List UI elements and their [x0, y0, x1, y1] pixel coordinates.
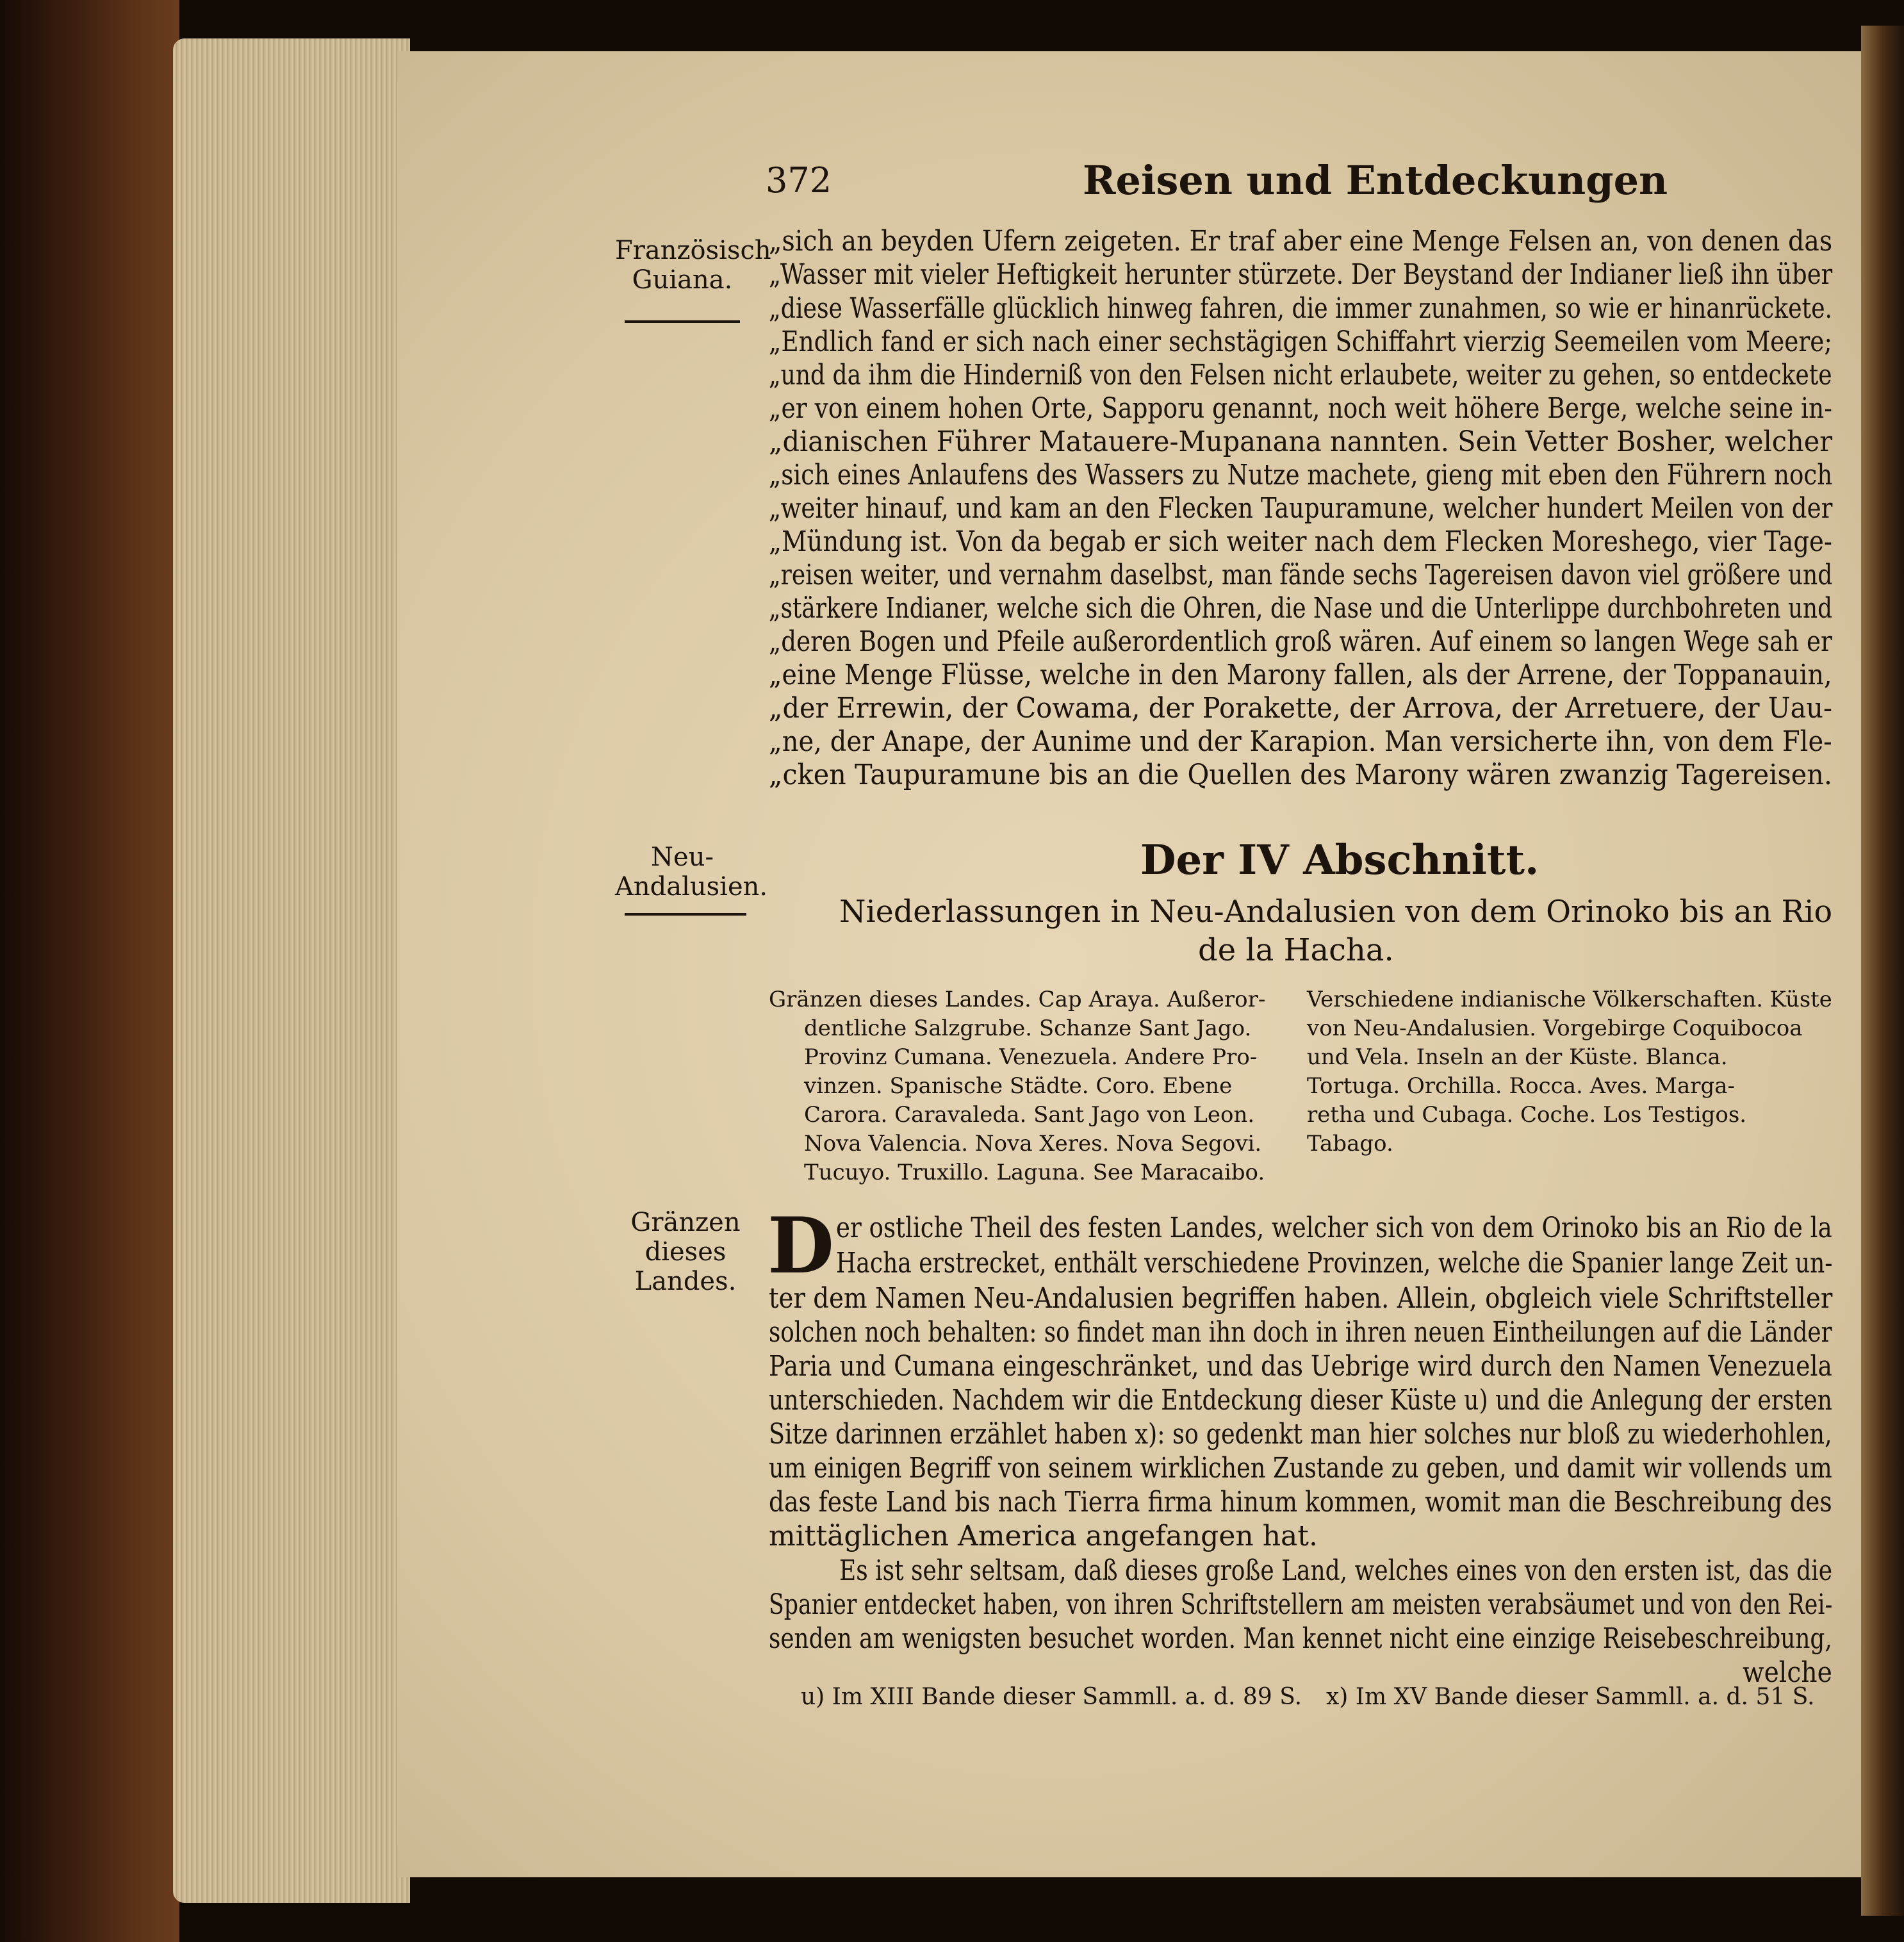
summary-line: Nova Valencia. Nova Xeres. Nova Segovi. [804, 1131, 1262, 1156]
text-line: das feste Land bis nach Tierra firma hinum kommen, womit man die Beschreibung des [769, 1486, 1832, 1518]
text-line: Es ist sehr seltsam, daß dieses große Land, welches eines von den ersten ist, das die [839, 1554, 1832, 1587]
margin-rule [625, 913, 746, 916]
text-line: senden am wenigsten besuchet worden. Man kennet nicht eine einzige Reisebeschreibung, [769, 1622, 1832, 1655]
footnote-x: x) Im XV Bande dieser Sammll. a. d. 51 S. [1326, 1684, 1815, 1710]
summary-line: dentliche Salzgrube. Schanze Sant Jago. [804, 1016, 1252, 1041]
text-line: er ostliche Theil des festen Landes, welcher sich von dem Orinoko bis an Rio de la [836, 1212, 1832, 1244]
text-line: solchen noch behalten: so findet man ihn doch in ihren neuen Eintheilungen auf die Länder [769, 1316, 1832, 1349]
text-line: „dianischen Führer Matauere-Mupanana nannten. Sein Vetter Bosher, welcher [769, 425, 1833, 458]
text-line: „eine Menge Flüsse, welche in den Marony fallen, als der Arrene, der Toppanauin, [769, 659, 1832, 691]
margin-rule [625, 320, 740, 323]
text-line: Paria und Cumana eingeschränket, und das Uebrige wird durch den Namen Venezuela [769, 1350, 1832, 1383]
drop-cap: D [767, 1201, 835, 1291]
section-subtitle: de la Hacha. [1198, 932, 1394, 968]
summary-line: Provinz Cumana. Venezuela. Andere Pro- [804, 1044, 1258, 1070]
margin-note-neu-andalusien: Neu-Andalusien. [615, 843, 768, 901]
text-line: um einigen Begriff von seinem wirklichen Zustande zu geben, und damit wir vollends um [769, 1452, 1832, 1485]
text-line: „cken Taupuramune bis an die Quellen des Marony wären zwanzig Tagereisen. [769, 759, 1833, 791]
running-head: Reisen und Entdeckungen [1083, 157, 1668, 204]
page-edges [173, 38, 410, 1903]
text-line: „diese Wasserfälle glücklich hinweg fahren, die immer zunahmen, so wie er hinanrückete. [769, 292, 1833, 325]
text-line: „ne, der Anape, der Aunime und der Karapion. Man versicherte ihn, von dem Fle- [769, 725, 1832, 758]
summary-line: vinzen. Spanische Städte. Coro. Ebene [804, 1073, 1233, 1099]
summary-line: Tucuyo. Truxillo. Laguna. See Maracaibo. [804, 1160, 1265, 1185]
text-line: „reisen weiter, und vernahm daselbst, man fände sechs Tagereisen davon viel größere und [769, 559, 1833, 591]
text-line: Spanier entdecket haben, von ihren Schriftstellern am meisten verabsäumet und von den Rei- [769, 1588, 1833, 1621]
section-subtitle: Niederlassungen in Neu-Andalusien von dem Orinoko bis an Rio [839, 894, 1833, 930]
summary-line: Verschiedene indianische Völkerschaften. Küste [1307, 987, 1832, 1012]
text-line: „weiter hinauf, und kam an den Flecken Taupuramune, welcher hundert Meilen von der [769, 492, 1833, 525]
text-line: Hacha erstrecket, enthält verschiedene Provinzen, welche die Spanier lange Zeit un- [836, 1247, 1833, 1280]
page-number: 372 [766, 160, 832, 201]
summary-line: Carora. Caravaleda. Sant Jago von Leon. [804, 1102, 1255, 1128]
text-line: mittäglichen America angefangen hat. [769, 1520, 1318, 1552]
summary-line: retha und Cubaga. Coche. Los Testigos. [1307, 1102, 1747, 1128]
book-cover-edge [0, 0, 179, 1942]
text-line: „und da ihm die Hinderniß von den Felsen nicht erlaubete, weiter zu gehen, so entdeckete [769, 359, 1832, 391]
text-line: Sitze darinnen erzählet haben x): so gedenkt man hier solches nur bloß zu wiederhohlen, [769, 1418, 1832, 1451]
summary-line: Tabago. [1307, 1131, 1393, 1156]
text-line: ter dem Namen Neu-Andalusien begriffen haben. Allein, obgleich viele Schriftsteller [769, 1282, 1833, 1315]
summary-line: und Vela. Inseln an der Küste. Blanca. [1307, 1044, 1728, 1070]
catchword: welche [1743, 1656, 1832, 1689]
text-line: „der Errewin, der Cowama, der Porakette, der Arrova, der Arretuere, der Uau- [769, 692, 1832, 725]
text-line: „deren Bogen und Pfeile außerordentlich groß wären. Auf einem so langen Wege sah er [769, 625, 1832, 658]
text-line: „Endlich fand er sich nach einer sechstägigen Schiffahrt vierzig Seemeilen vom Meere; [769, 325, 1832, 358]
summary-line: Gränzen dieses Landes. Cap Araya. Außeror- [769, 987, 1266, 1012]
summary-line: Tortuga. Orchilla. Rocca. Aves. Marga- [1307, 1073, 1736, 1099]
margin-note-guiana: Französisch Guiana. [615, 236, 771, 295]
text-line: unterschieden. Nachdem wir die Entdeckung dieser Küste u) und die Anlegung der ersten [769, 1384, 1832, 1417]
section-heading: Der IV Abschnitt. [1140, 836, 1539, 884]
margin-note-graenzen: Gränzen dieses Landes. [630, 1208, 741, 1296]
text-line: „sich an beyden Ufern zeigeten. Er traf aber eine Menge Felsen an, von denen das [769, 225, 1833, 258]
text-line: „Mündung ist. Von da begab er sich weiter nach dem Flecken Moreshego, vier Tage- [769, 525, 1832, 558]
text-line: „Wasser mit vieler Heftigkeit herunter stürzete. Der Beystand der Indianer ließ ihn über [769, 258, 1833, 291]
page-gutter [1861, 26, 1904, 1916]
footnote-u: u) Im XIII Bande dieser Sammll. a. d. 89 S. [801, 1684, 1302, 1710]
text-line: „stärkere Indianer, welche sich die Ohren, die Nase und die Unterlippe durchbohreten und [769, 592, 1833, 625]
text-line: „sich eines Anlaufens des Wassers zu Nutze machete, gieng mit eben den Führern noch [769, 459, 1833, 491]
summary-line: von Neu-Andalusien. Vorgebirge Coquibocoa [1307, 1016, 1803, 1041]
text-line: „er von einem hohen Orte, Sapporu genannt, noch weit höhere Berge, welche seine in- [769, 392, 1832, 425]
